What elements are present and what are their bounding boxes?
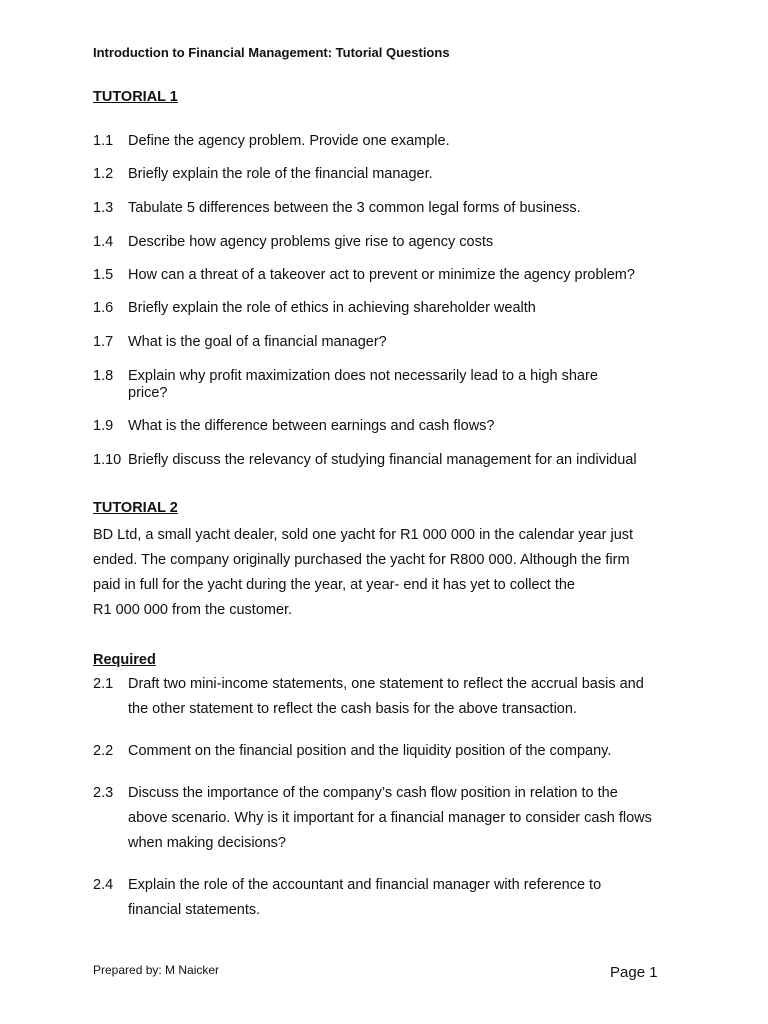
scenario-line: BD Ltd, a small yacht dealer, sold one yacht for R1 000 000 in the calendar year just [93,527,634,543]
question-number: 1.10 [93,452,122,468]
question-number: 1.5 [93,267,114,283]
question-text: Explain why profit maximization does not necessarily lead to a high share price? [128,368,598,401]
question-number: 2.4 [93,877,114,893]
scenario-paragraph [93,523,683,623]
question-number: 1.2 [93,166,114,182]
question-text: Comment on the financial position and the liquidity position of the company. [128,743,612,759]
question-number: 1.3 [93,200,114,216]
scenario-line: R1 000 000 from the customer. [93,602,293,618]
question-number: 1.9 [93,418,114,434]
tutorial-2-heading: TUTORIAL 2 [93,500,178,516]
question-text: Draft two mini-income statements, one statement to reflect the accrual basis and the other statement to reflect the cash basis for the above transaction. [128,676,644,717]
scenario-line: ended. The company originally purchased the yacht for R800 000. Although the firm [93,552,630,568]
question-number: 1.8 [93,368,114,384]
scenario-line: paid in full for the yacht during the year, at year- end it has yet to collect the [93,577,575,593]
document-title: Introduction to Financial Management: Tutorial Questions [93,45,450,60]
question-text: Define the agency problem. Provide one example. [128,133,450,149]
question-number: 1.1 [93,133,114,149]
tutorial-1-heading: TUTORIAL 1 [93,89,178,105]
question-text: What is the difference between earnings and cash flows? [128,418,495,434]
question-number: 2.2 [93,743,114,759]
question-number: 1.7 [93,334,114,350]
question-text: How can a threat of a takeover act to prevent or minimize the agency problem? [128,267,635,283]
question-number: 1.4 [93,234,114,250]
question-text: Briefly discuss the relevancy of studying financial management for an individual [128,452,637,468]
required-heading: Required [93,652,156,668]
footer-prepared-by: Prepared by: M Naicker [93,963,220,977]
question-text: Discuss the importance of the company’s cash flow position in relation to the above scenario. Why is it important for a financial manager to consider cash flows when making decisions? [128,785,652,851]
question-text: Briefly explain the role of ethics in achieving shareholder wealth [128,300,536,316]
footer-page-number: Page 1 [610,964,658,981]
question-number: 1.6 [93,300,114,316]
question-text: Explain the role of the accountant and financial manager with reference to financial statements. [128,877,602,918]
question-text: What is the goal of a financial manager? [128,334,387,350]
question-text: Briefly explain the role of the financial manager. [128,166,433,182]
question-text: Tabulate 5 differences between the 3 common legal forms of business. [128,200,581,216]
question-number: 2.1 [93,676,114,692]
question-number: 2.3 [93,785,114,801]
question-text: Describe how agency problems give rise to agency costs [128,234,494,250]
